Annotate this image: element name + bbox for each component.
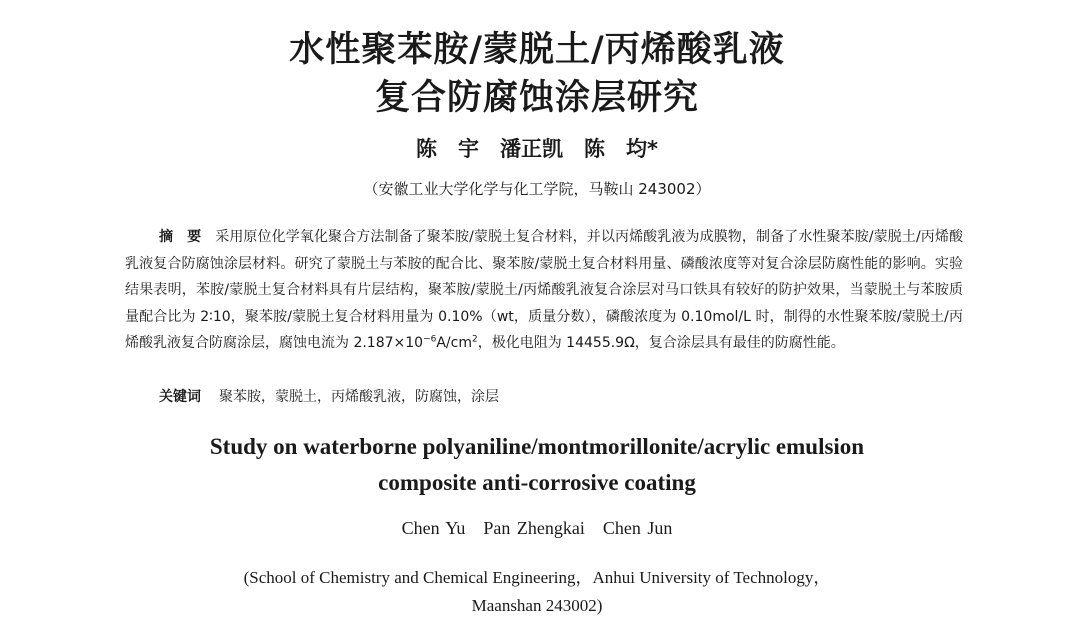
chinese-title-line-1: 水性聚苯胺/蒙脱土/丙烯酸乳液 xyxy=(289,30,785,70)
keywords-text: 聚苯胺，蒙脱土，丙烯酸乳液，防腐蚀，涂层 xyxy=(219,389,499,405)
chinese-keywords xyxy=(159,384,963,410)
chinese-authors: 陈 宇 潘正凯 陈 均* xyxy=(416,137,658,161)
english-author-3: Chen Jun xyxy=(602,518,673,538)
english-affiliation-line-1: (School of Chemistry and Chemical Engineering，Anhui University of Technology， xyxy=(243,568,831,587)
abstract-exponent-1: −6 xyxy=(423,334,437,345)
keywords-label: 关键词 xyxy=(159,389,201,405)
chinese-abstract xyxy=(125,224,963,357)
abstract-text-part-3: ，极化电阻为 14455.9Ω，复合涂层具有最佳的防腐性能。 xyxy=(477,335,845,351)
abstract-exponent-2: 2 xyxy=(472,334,478,345)
abstract-text-part-2: A/cm xyxy=(436,335,472,351)
chinese-affiliation: （安徽工业大学化学与化工学院，马鞍山 243002） xyxy=(363,180,711,198)
english-author-1: Chen Yu xyxy=(401,518,466,538)
english-affiliation-line-2: Maanshan 243002) xyxy=(471,596,603,615)
english-authors xyxy=(0,514,1074,542)
english-author-2: Pan Zhengkai xyxy=(483,518,585,538)
english-title-line-1: Study on waterborne polyaniline/montmorillonite/acrylic emulsion xyxy=(209,434,865,459)
abstract-label: 摘要 xyxy=(159,229,216,245)
abstract-text-part-1: 采用原位化学氧化聚合方法制备了聚苯胺/蒙脱土复合材料，并以丙烯酸乳液为成膜物，制备了水性聚苯胺/蒙脱土/丙烯酸乳液复合防腐蚀涂层材料。研究了蒙脱土与苯胺的配合比、聚苯胺/蒙脱土复合材料用量、磷酸浓度等对复合涂层防腐性能的影响。实验结果表明，苯胺/蒙脱土复合材料具有片层结构，聚苯胺/蒙脱土/丙烯酸乳液复合涂层对马口铁具有较好的防护效果，当蒙脱土与苯胺质量配合比为 2∶10，聚苯胺/蒙脱土复合材料用量为 0.10%（wt，质量分数），磷酸浓度为 0.10mol/L 时，制得的水性聚苯胺/蒙脱土/丙烯酸乳液复合防腐涂层，腐蚀电流为 2.187×10 xyxy=(125,229,964,351)
chinese-title-line-2: 复合防腐蚀涂层研究 xyxy=(374,78,699,118)
english-title-line-2: composite anti-corrosive coating xyxy=(378,470,696,495)
